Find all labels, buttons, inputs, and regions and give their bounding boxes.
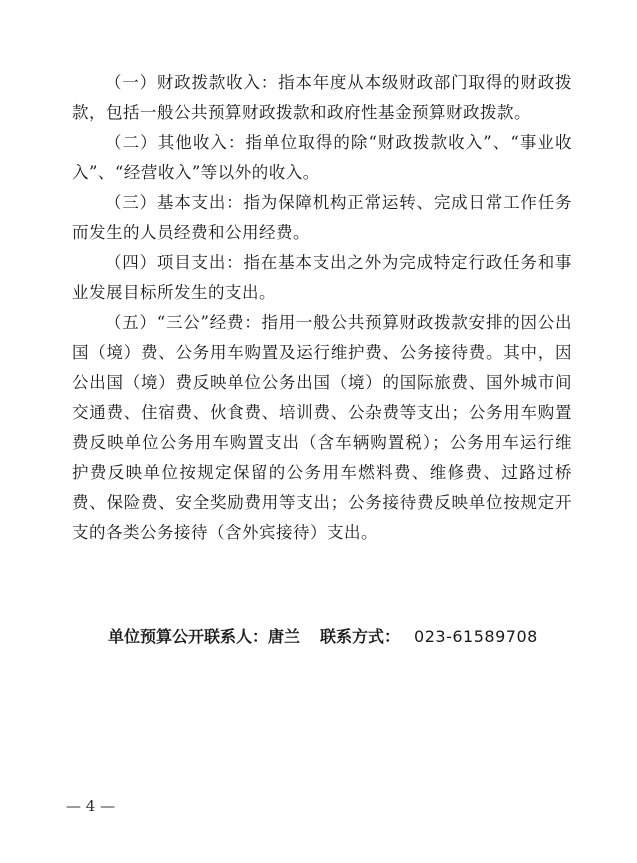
contact-line <box>108 622 578 652</box>
contact-label: 单位预算公开联系人： <box>108 627 269 646</box>
page-number: — 4 — <box>66 797 116 815</box>
paragraph-three-public-expenses: （五）“三公”经费：指用一般公共预算财政拨款安排的因公出国（境）费、公务用车购置及运行维护费、公务接待费。其中，因公出国（境）费反映单位公务出国（境）的国际旅费、国外城市间交通费、住宿费、伙食费、培训费、公杂费等支出；公务用车购置费反映单位公务用车购置支出（含车辆购置税）；公务用车运行维护费反映单位按规定保留的公务用车燃料费、维修费、过路过桥费、保险费、安全奖励费用等支出；公务接待费反映单位按规定开支的各类公务接待（含外宾接待）支出。 <box>72 313 572 542</box>
contact-name: 唐兰 <box>268 627 301 646</box>
paragraph-basic-expenditure: （三）基本支出：指为保障机构正常运转、完成日常工作任务而发生的人员经费和公用经费。 <box>72 193 572 242</box>
contact-method-label: 联系方式： <box>320 627 401 646</box>
contact-phone: 023-61589708 <box>414 627 538 646</box>
paragraph-fiscal-revenue: （一）财政拨款收入：指本年度从本级财政部门取得的财政拨款，包括一般公共预算财政拨款和政府性基金预算财政拨款。 <box>72 73 572 122</box>
paragraph-other-revenue: （二）其他收入：指单位取得的除“财政拨款收入”、“事业收入”、“经营收入”等以外的收入。 <box>72 133 572 182</box>
body-text <box>72 68 572 548</box>
paragraph-project-expenditure: （四）项目支出：指在基本支出之外为完成特定行政任务和事业发展目标所发生的支出。 <box>72 253 572 302</box>
